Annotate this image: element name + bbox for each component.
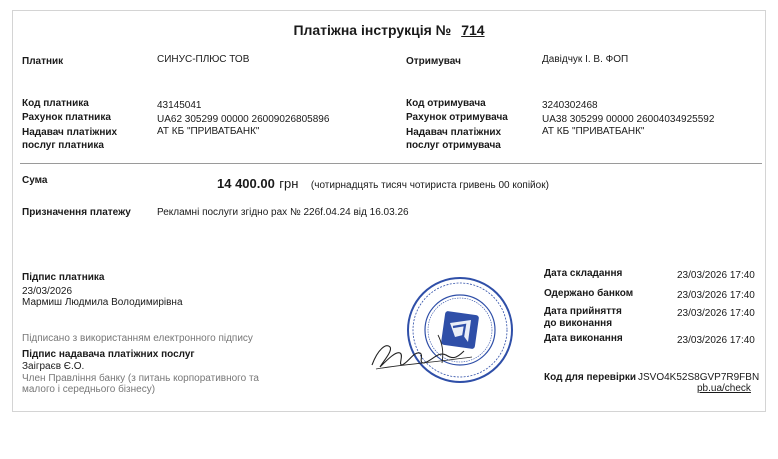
payer-label: Платник [22,56,64,67]
date-accepted-label-2: до виконання [544,318,613,329]
sum-amount: 14 400.00 [217,176,275,191]
verification-link[interactable]: pb.ua/check [697,383,751,394]
payer-provider-label-1: Надавач платіжних [22,127,118,138]
recipient-account-label: Рахунок отримувача [406,112,508,123]
payer-signature-name: Мармиш Людмила Володимирівна [22,297,183,308]
sum-label: Сума [22,175,48,186]
verification-code-label: Код для перевірки [544,372,636,383]
provider-signature-name: Заіграєв Є.О. [22,361,85,372]
date-executed: 23/03/2026 17:40 [677,335,755,346]
payer-account: UA62 305299 00000 26009026805896 [157,114,330,125]
payer-provider-label-2: послуг платника [22,140,104,151]
date-received-label: Одержано банком [544,288,634,299]
provider-signature-title-2: малого і середнього бізнесу) [22,384,156,395]
recipient-name: Давідчук І. В. ФОП [542,54,629,65]
payment-instruction-document [12,10,766,412]
section-divider [20,163,762,164]
payer-signature-label: Підпис платника [22,272,105,283]
sum-line [217,175,549,193]
recipient-code: 3240302468 [542,100,598,111]
payer-account-label: Рахунок платника [22,112,111,123]
payer-code: 43145041 [157,100,202,111]
sum-in-words: (чотирнадцять тисяч чотириста гривень 00 копійок) [310,180,549,191]
date-created-label: Дата складання [544,268,623,279]
purpose-text: Рекламні послуги згідно рах № 226f.04.24 від 16.03.26 [157,207,409,218]
date-accepted: 23/03/2026 17:40 [677,308,755,319]
date-executed-label: Дата виконання [544,333,623,344]
recipient-provider: АТ КБ "ПРИВАТБАНК" [542,126,645,137]
payer-signature-date: 23/03/2026 [22,286,73,297]
verification-code: JSVO4K52S8GVP7R9FBN [638,372,760,383]
handwritten-signature [368,329,478,374]
recipient-provider-label-1: Надавач платіжних [406,127,502,138]
purpose-label: Призначення платежу [22,207,131,218]
recipient-provider-label-2: послуг отримувача [406,140,501,151]
recipient-code-label: Код отримувача [406,98,486,109]
payer-code-label: Код платника [22,98,89,109]
sum-currency: грн [279,176,299,191]
document-number: 714 [461,22,485,38]
payer-provider: АТ КБ "ПРИВАТБАНК" [157,126,260,137]
provider-signature-label: Підпис надавача платіжних послуг [22,349,195,360]
payer-name: СИНУС-ПЛЮС ТОВ [157,54,250,65]
document-title-label: Платіжна інструкція № [293,22,452,38]
document-title [13,22,765,38]
date-created: 23/03/2026 17:40 [677,270,755,281]
recipient-account: UA38 305299 00000 26004034925592 [542,114,715,125]
electronic-signature-note: Підписано з використанням електронного підпису [22,333,253,344]
recipient-label: Отримувач [406,56,461,67]
provider-signature-title-1: Член Правління банку (з питань корпоративного та [22,373,259,384]
date-accepted-label-1: Дата прийняття [544,306,622,317]
date-received: 23/03/2026 17:40 [677,290,755,301]
